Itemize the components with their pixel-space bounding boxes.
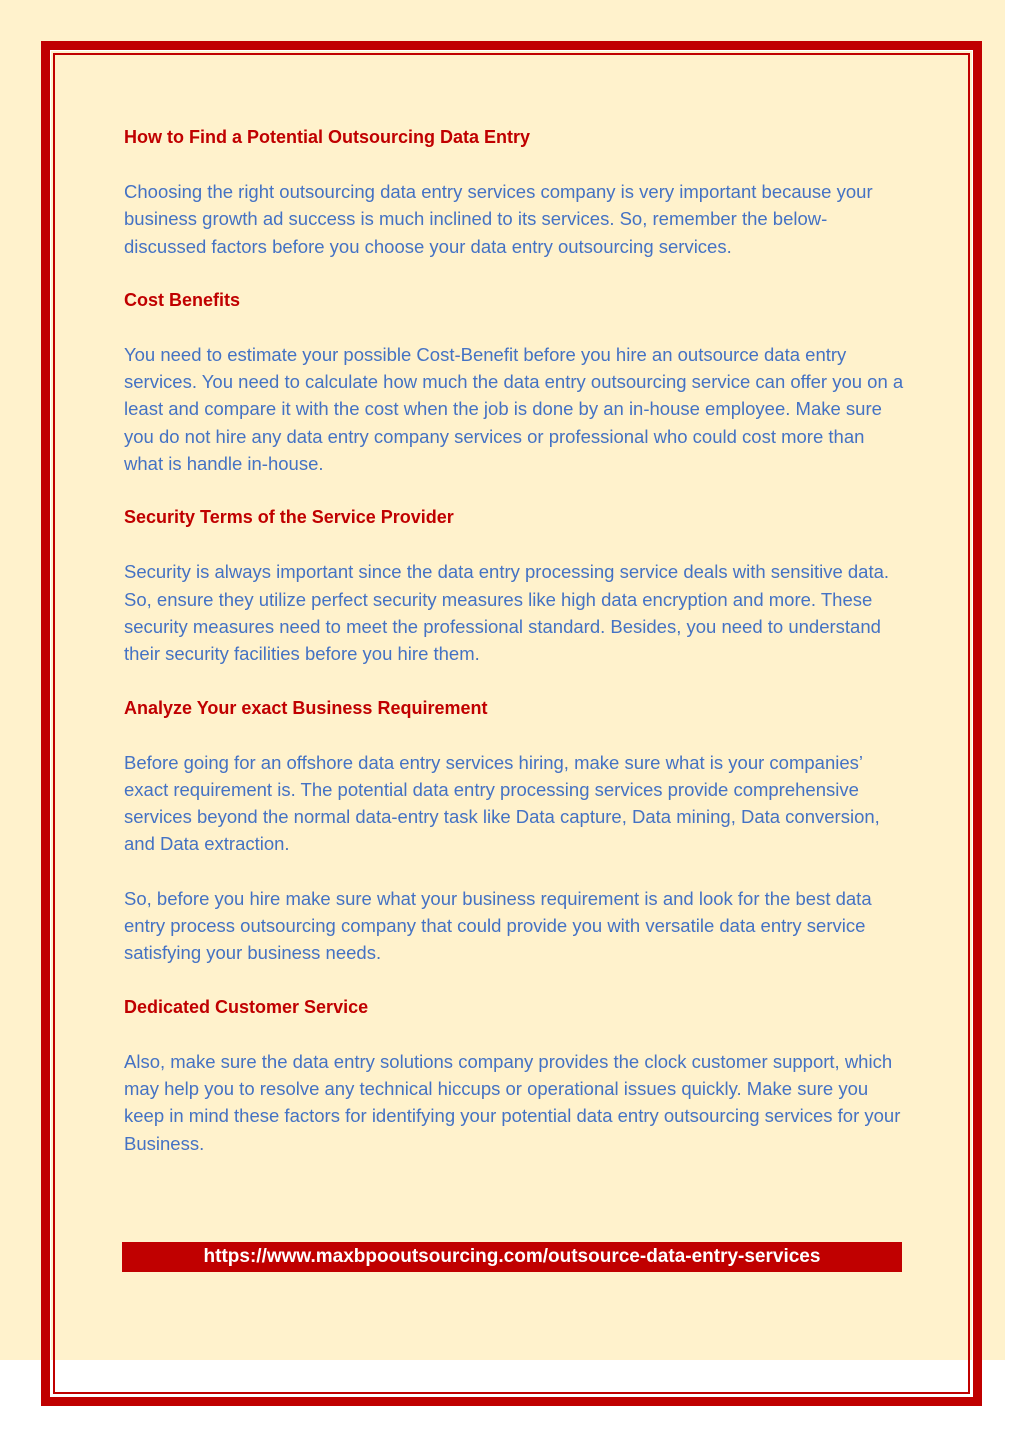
website-url-link[interactable]: https://www.maxbpooutsourcing.com/outsource-data-entry-services	[122, 1242, 902, 1272]
section-paragraph-business-requirement-1: Before going for an offshore data entry services hiring, make sure what is your companies’ exact requirement is. The potential data entry processing services provide comprehensive services beyond the normal data-entry task like Data capture, Data mining, Data conversion, and Data extraction.	[124, 751, 880, 855]
section-paragraph-business-requirement-2: So, before you hire make sure what your business requirement is and look for the best data entry process outsourcing company that could provide you with versatile data entry service satisfying your business needs.	[124, 887, 872, 964]
section-heading-cost-benefits: Cost Benefits	[124, 289, 241, 310]
section-heading-find-outsourcing: How to Find a Potential Outsourcing Data Entry	[124, 127, 531, 147]
section-heading-customer-service: Dedicated Customer Service	[124, 996, 369, 1017]
document-body	[124, 124, 904, 1184]
section-paragraph-customer-service: Also, make sure the data entry solutions company provides the clock customer support, which may help you to resolve any technical hiccups or operational issues quickly. Make sure you keep in mind these factors for identifying your potential data entry outsourcing services for your Business.	[124, 1050, 901, 1154]
section-heading-business-requirement: Analyze Your exact Business Requirement	[124, 697, 488, 718]
section-paragraph-cost-benefits: You need to estimate your possible Cost-Benefit before you hire an outsource data entry services. You need to calculate how much the data entry outsourcing service can offer you on a least and compare it with the cost when the job is done by an in-house employee. Make sure you do not hire any data entry company services or professional who could cost more than what is handle in-house.	[124, 343, 904, 475]
section-paragraph-security-terms: Security is always important since the data entry processing service deals with sensitive data. So, ensure they utilize perfect security measures like high data encryption and more. These security measures need to meet the professional standard. Besides, you need to understand their security facilities before you hire them.	[124, 561, 890, 665]
section-paragraph-find-outsourcing: Choosing the right outsourcing data entry services company is very important because your business growth ad success is much inclined to its services. So, remember the below-discussed factors before you choose your data entry outsourcing services.	[124, 181, 873, 257]
section-heading-security-terms: Security Terms of the Service Provider	[124, 507, 454, 528]
